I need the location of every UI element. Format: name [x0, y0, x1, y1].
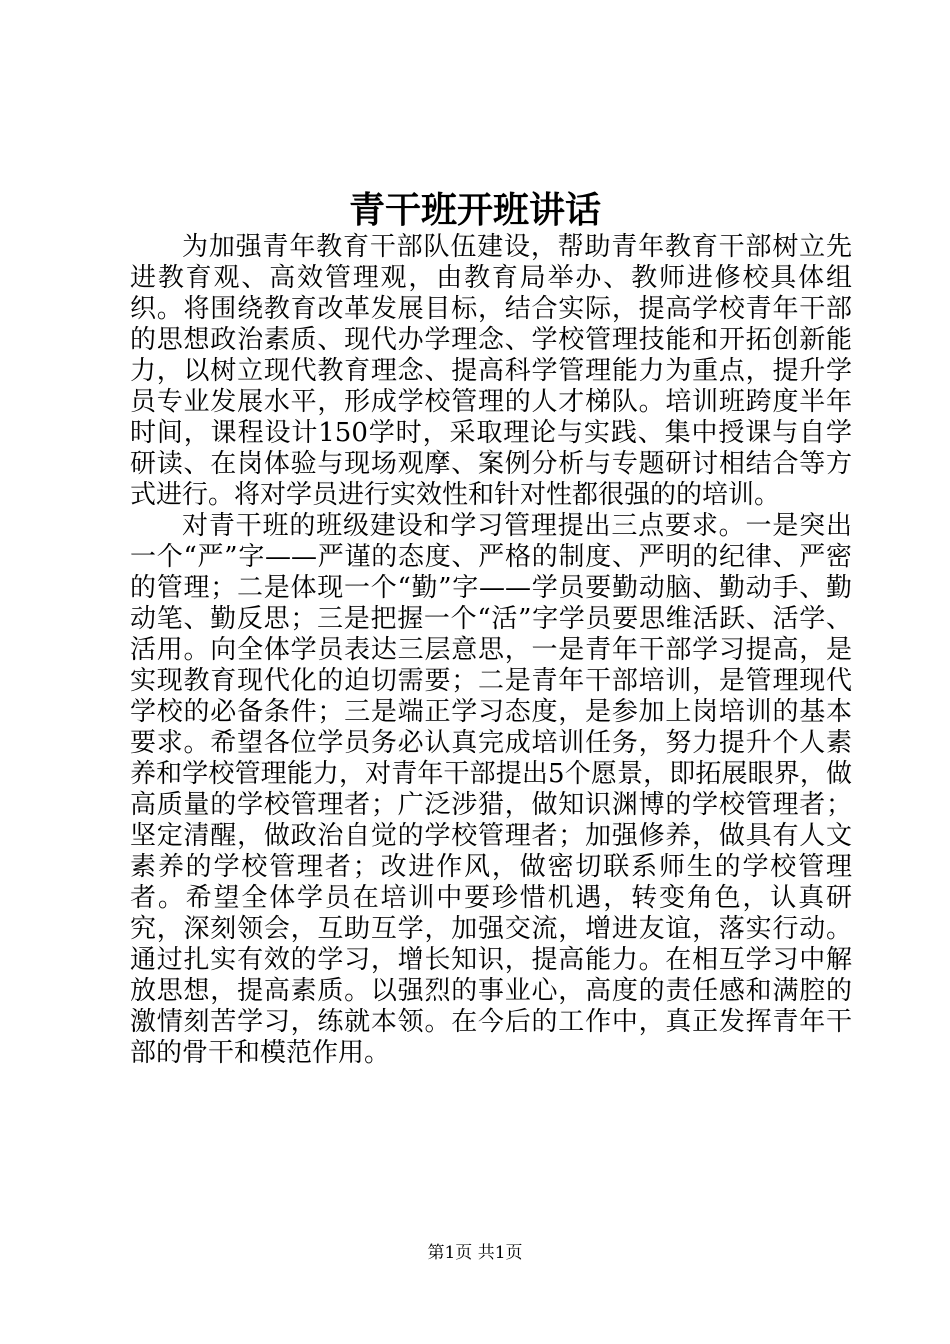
body-paragraph-1: 为加强青年教育干部队伍建设，帮助青年教育干部树立先进教育观、高效管理观，由教育局举办、教师进修校具体组织。将围绕教育改革发展目标，结合实际，提高学校青年干部的思想政治素质、现代办学理念、学校管理技能和开拓创新能力，以树立现代教育理念、提高科学管理能力为重点，提升学员专业发展水平，形成学校管理的人才梯队。培训班跨度半年时间，课程设计150学时，采取理论与实践、集中授课与自学研读、在岗体验与现场观摩、案例分析与专题研讨相结合等方式进行。将对学员进行实效性和针对性都很强的的培训。 [130, 232, 852, 510]
document-body [130, 232, 852, 1069]
document-title: 青干班开班讲话 [348, 189, 601, 231]
page-footer [0, 1241, 950, 1265]
body-paragraph-2: 对青干班的班级建设和学习管理提出三点要求。一是突出一个“严”字——严谨的态度、严格的制度、严明的纪律、严密的管理；二是体现一个“勤”字——学员要勤动脑、勤动手、勤动笔、勤反思；三是把握一个“活”字学员要思维活跃、活学、活用。向全体学员表达三层意思，一是青年干部学习提高，是实现教育现代化的迫切需要；二是青年干部培训，是管理现代学校的必备条件；三是端正学习态度，是参加上岗培训的基本要求。希望各位学员务必认真完成培训任务，努力提升个人素养和学校管理能力，对青年干部提出5个愿景，即拓展眼界，做高质量的学校管理者；广泛涉猎，做知识渊博的学校管理者；坚定清醒，做政治自觉的学校管理者；加强修养，做具有人文素养的学校管理者；改进作风，做密切联系师生的学校管理者。希望全体学员在培训中要珍惜机遇，转变角色，认真研究，深刻领会，互助互学，加强交流，增进友谊，落实行动。通过扎实有效的学习，增长知识，提高能力。在相互学习中解放思想，提高素质。以强烈的事业心，高度的责任感和满腔的激情刻苦学习，练就本领。在今后的工作中，真正发挥青年干部的骨干和模范作用。 [130, 511, 852, 1068]
page-number-label: 第1页 共1页 [427, 1243, 523, 1263]
